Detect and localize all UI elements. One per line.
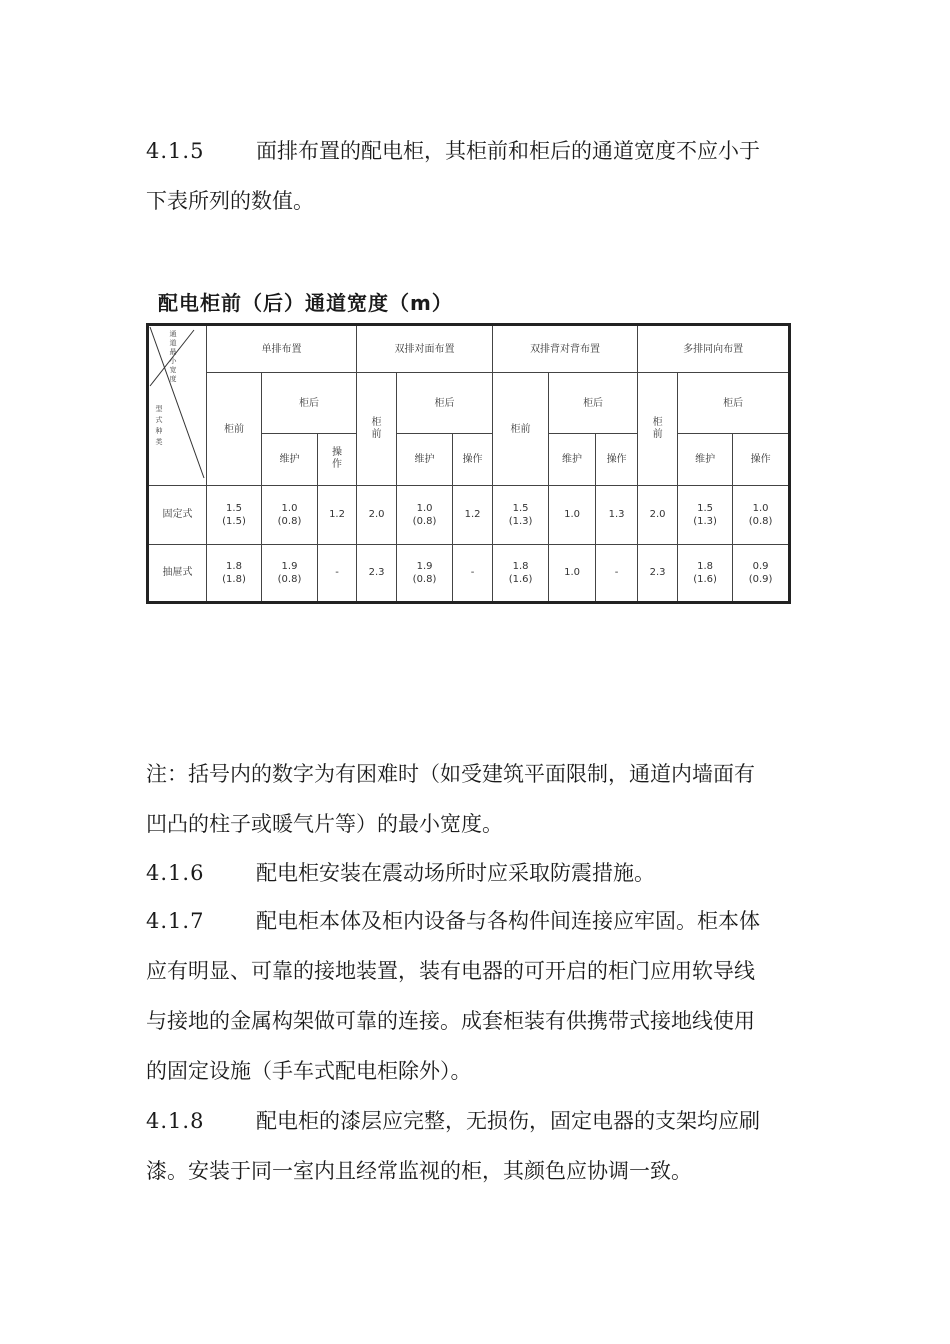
paragraph-line — [146, 1108, 760, 1134]
value-cell: 1.8 (1.8) — [207, 544, 262, 602]
value-cell: 1.0 — [549, 486, 596, 544]
table-row-drawer — [148, 544, 790, 602]
clause-text: 面排布置的配电柜，其柜前和柜后的通道宽度不应小于 — [256, 139, 760, 163]
corner-header-cell — [148, 325, 207, 486]
value-cell: 2.0 — [357, 486, 397, 544]
value-cell: 1.5 (1.3) — [678, 486, 733, 544]
column-header-operation: 操作 — [453, 433, 493, 485]
clause-number: 4.1.5 — [146, 139, 205, 163]
group-header: 双排对面布置 — [357, 325, 493, 373]
column-header-maintenance: 维护 — [397, 433, 453, 485]
paragraph-line: 漆。安装于同一室内且经常监视的柜，其颜色应协调一致。 — [146, 1159, 692, 1183]
value-cell: 1.8 (1.6) — [493, 544, 549, 602]
value-cell: 1.0 — [549, 544, 596, 602]
table-row-fixed — [148, 486, 790, 544]
column-header-back: 柜后 — [397, 373, 493, 433]
group-header: 单排布置 — [207, 325, 357, 373]
paragraph-line — [146, 908, 760, 934]
column-header-back: 柜后 — [549, 373, 638, 433]
clause-text: 配电柜安装在震动场所时应采取防震措施。 — [256, 861, 655, 885]
value-cell: - — [453, 544, 493, 602]
table-caption: 配电柜前（后）通道宽度（m） — [158, 291, 453, 315]
note-line: 凹凸的柱子或暖气片等）的最小宽度。 — [146, 812, 503, 836]
corner-bottom-label: 型式种类 — [155, 405, 163, 446]
paragraph-line — [146, 138, 760, 164]
clearance-table-grid — [146, 323, 791, 604]
column-header-back: 柜后 — [262, 373, 357, 433]
clause-number: 4.1.7 — [146, 909, 205, 933]
column-header-operation: 操作 — [318, 433, 357, 485]
paragraph-line: 与接地的金属构架做可靠的连接。成套柜装有供携带式接地线使用 — [146, 1009, 755, 1033]
paragraph-4-1-6 — [146, 860, 806, 890]
paragraph-line — [146, 860, 655, 886]
row-header: 抽屉式 — [148, 544, 207, 602]
value-cell: 1.8 (1.6) — [678, 544, 733, 602]
paragraph-4-1-5 — [146, 138, 806, 228]
column-header-maintenance: 维护 — [678, 433, 733, 485]
column-header-front: 柜前 — [357, 373, 397, 486]
value-cell: 1.3 — [596, 486, 638, 544]
group-header: 多排同向布置 — [638, 325, 790, 373]
value-cell: 2.3 — [638, 544, 678, 602]
clause-number: 4.1.6 — [146, 861, 205, 885]
value-cell: 1.2 — [318, 486, 357, 544]
table-note — [146, 761, 806, 841]
value-cell: 1.0 (0.8) — [733, 486, 790, 544]
paragraph-4-1-8 — [146, 1108, 806, 1188]
value-cell: 1.0 (0.8) — [262, 486, 318, 544]
value-cell: 1.5 (1.3) — [493, 486, 549, 544]
column-header-front: 柜前 — [638, 373, 678, 486]
value-cell: 1.9 (0.8) — [397, 544, 453, 602]
column-header-maintenance: 维护 — [262, 433, 318, 485]
value-cell: - — [318, 544, 357, 602]
column-header-front: 柜前 — [207, 373, 262, 486]
corner-top-label: 通道最小宽度 — [169, 330, 177, 383]
value-cell: 2.0 — [638, 486, 678, 544]
column-header-operation: 操作 — [596, 433, 638, 485]
value-cell: 1.5 (1.5) — [207, 486, 262, 544]
paragraph-4-1-7 — [146, 908, 806, 1088]
column-header-front: 柜前 — [493, 373, 549, 486]
paragraph-line: 应有明显、可靠的接地装置，装有电器的可开启的柜门应用软导线 — [146, 959, 755, 983]
paragraph-line: 下表所列的数值。 — [146, 189, 314, 213]
clause-number: 4.1.8 — [146, 1109, 205, 1133]
clearance-table — [146, 323, 788, 604]
value-cell: 1.0 (0.8) — [397, 486, 453, 544]
column-header-back: 柜后 — [678, 373, 790, 433]
column-header-operation: 操作 — [733, 433, 790, 485]
paragraph-line: 的固定设施（手车式配电柜除外）。 — [146, 1059, 472, 1083]
value-cell: 2.3 — [357, 544, 397, 602]
value-cell: 0.9 (0.9) — [733, 544, 790, 602]
value-cell: - — [596, 544, 638, 602]
clause-text: 配电柜本体及柜内设备与各构件间连接应牢固。柜本体 — [256, 909, 760, 933]
note-line: 注：括号内的数字为有困难时（如受建筑平面限制，通道内墙面有 — [146, 762, 755, 786]
value-cell: 1.2 — [453, 486, 493, 544]
group-header: 双排背对背布置 — [493, 325, 638, 373]
value-cell: 1.9 (0.8) — [262, 544, 318, 602]
clause-text: 配电柜的漆层应完整，无损伤，固定电器的支架均应刷 — [256, 1109, 760, 1133]
row-header: 固定式 — [148, 486, 207, 544]
column-header-maintenance: 维护 — [549, 433, 596, 485]
